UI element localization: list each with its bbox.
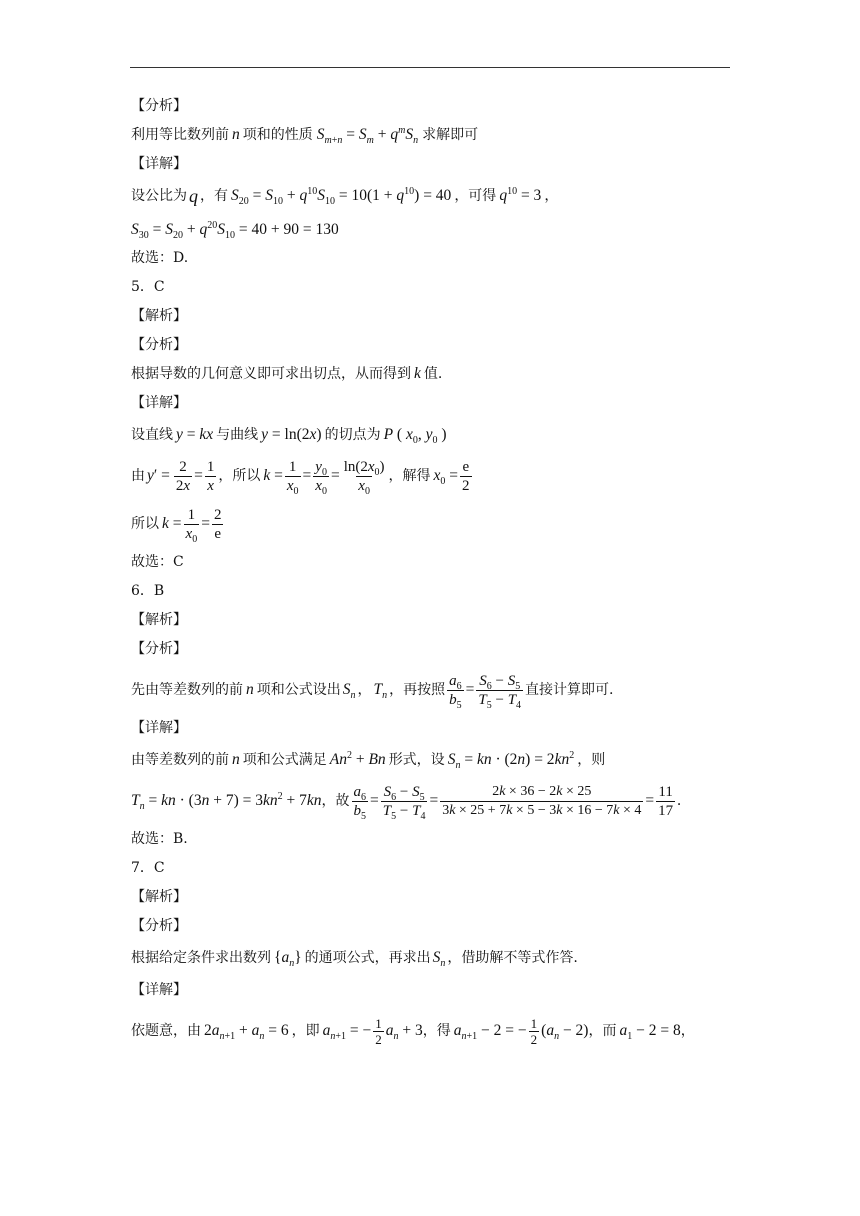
detail-fraction-line: 由 y′ = $\frac{2}{2x}$ = $\frac{1}{x}$ ，所以 k = $\frac{1}{x_0}$ = $\frac{y_0}{x_0}$ = $\frac{\ln(2x_0)}{x_0}$ ，解得 $x_0$ = $\frac{e}{2}$	[131, 458, 470, 497]
detail-text: 由等差数列的前 n 项和公式满足 $An^2 + Bn$ 形式，设 $S_n$ = kn · $(2n) = 2kn^2$ ，则	[131, 749, 606, 772]
answer-text: 故选：C	[131, 554, 184, 570]
section-solution-label: 【解析】	[131, 889, 187, 905]
detail-fraction-line: 依题意，由 $2a_{n+1} + a_n = 6$ ，即 $a_{n+1}$ = − $\frac{1}{2}$ $a_n + 3$ ，得 $a_{n+1} - 2$ = − $\frac{1}{2}$ $(a_n - 2)$ ，而 $a_1 - 2 = 8$ ，	[131, 1015, 695, 1047]
question-number: 7．C	[131, 860, 165, 876]
detail-text: 设公比为 q ，有 $S_{20} = S_{10} + q^{10}S_{10} = 10(1 + q^{10}) = 40$ ，可得 $q^{10} = 3$ ，	[131, 185, 559, 208]
section-solution-label: 【解析】	[131, 612, 187, 628]
analysis-text: 根据给定条件求出数列 $\{a_n\}$ 的通项公式，再求出 $S_n$ ，借助解不等式作答.	[131, 949, 578, 970]
section-analysis-label: 【分析】	[131, 918, 187, 934]
question-number: 6．B	[131, 583, 165, 599]
answer-text: 故选：D.	[131, 250, 189, 266]
section-analysis-label: 【分析】	[131, 337, 187, 353]
answer-text: 故选：B.	[131, 831, 188, 847]
section-detail-label: 【详解】	[131, 982, 187, 998]
analysis-text: 根据导数的几何意义即可求出切点，从而得到 k 值.	[131, 365, 443, 382]
section-detail-label: 【详解】	[131, 156, 187, 172]
section-detail-label: 【详解】	[131, 395, 187, 411]
section-detail-label: 【详解】	[131, 720, 187, 736]
detail-fraction-line: $T_n$ = kn · $(3n + 7) = 3kn^2 + 7kn$ ，故 $\frac{a_6}{b_5}$ = $\frac{S_6 - S_5}{T_5 - T_4}$ = $\frac{2k \times 36 - 2k \times 25}{3k \times 25 + 7k \times 5 - 3k \times 16 - 7k \times 4}$ = $\frac{11}{17}$ .	[131, 783, 681, 822]
section-analysis-label: 【分析】	[131, 641, 187, 657]
detail-fraction-line: 所以 k = $\frac{1}{x_0}$ = $\frac{2}{e}$	[131, 506, 222, 545]
section-solution-label: 【解析】	[131, 308, 187, 324]
analysis-text: 利用等比数列前 n 项和的性质 $S_{m+n} = S_m + q^mS_n$ 求解即可	[131, 124, 479, 147]
section-analysis-label: 【分析】	[131, 98, 187, 114]
document-body	[131, 96, 731, 1048]
question-number: 5．C	[131, 279, 165, 295]
header-rule	[130, 67, 730, 68]
analysis-fraction-line: 先由等差数列的前 n 项和公式设出 $S_n$ ， $T_n$ ，再按照 $\frac{a_6}{b_5}$ = $\frac{S_6 - S_5}{T_5 - T_4}$ 直接计算即可.	[131, 672, 614, 711]
detail-formula: $S_{30} = S_{20} + q^{20}S_{10} = 40 + 90 = 130$	[131, 219, 339, 242]
detail-text: 设直线 y = kx 与曲线 y = ln(2x) 的切点为 P ( $x_0$, $y_0$ )	[131, 426, 447, 447]
